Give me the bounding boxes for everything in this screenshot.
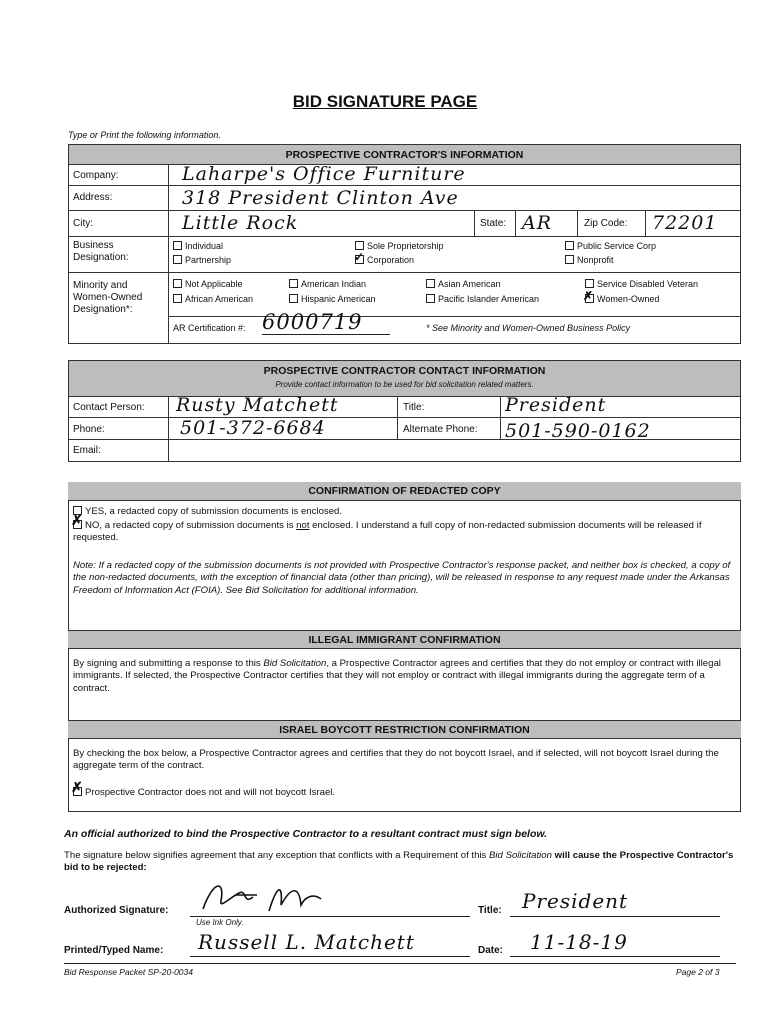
agreement-text: The signature below signifies agreement that any exception that conflicts with a Requirement of this Bid Solicitation will cause the Prospective Contractor's bid to be rejected:	[64, 850, 734, 874]
checkbox[interactable]	[355, 241, 364, 250]
policy-note: * See Minority and Women-Owned Business Policy	[426, 323, 631, 333]
ar-certification-field[interactable]: 6000719	[262, 310, 390, 335]
immigrant-text: By signing and submitting a response to this Bid Solicitation, a Prospective Contractor agrees and certifies that they do not employ or contract with illegal immigrants. If selected, the Prospective Contractor certifies that they will not employ or contract with illegal immigrants during the aggregate term of a contract.	[73, 658, 721, 694]
minority-hispanic-american[interactable]: Hispanic American	[289, 294, 376, 304]
contact-info-header: PROSPECTIVE CONTRACTOR CONTACT INFORMATION Provide contact information to be used for bid solicitation related matters.	[69, 361, 740, 397]
ar-certification-label: AR Certification #:	[173, 323, 246, 333]
contractor-info-header: PROSPECTIVE CONTRACTOR'S INFORMATION	[69, 145, 740, 165]
business-partnership[interactable]: Partnership	[173, 255, 231, 265]
company-field[interactable]: Laharpe's Office Furniture	[182, 163, 466, 185]
address-field[interactable]: 318 President Clinton Ave	[182, 187, 459, 209]
minority-not-applicable[interactable]: Not Applicable	[173, 279, 243, 289]
redacted-yes-option[interactable]: YES, a redacted copy of submission documents is enclosed.	[73, 506, 733, 518]
printed-name-label: Printed/Typed Name:	[64, 945, 164, 956]
checkbox[interactable]	[565, 241, 574, 250]
contact-person-label: Contact Person:	[73, 402, 145, 413]
zip-label: Zip Code:	[584, 218, 628, 229]
checkbox-checked[interactable]: ✓	[354, 250, 365, 264]
checkbox-checked[interactable]: ✗	[583, 289, 594, 303]
alternate-phone-label: Alternate Phone:	[403, 424, 478, 435]
minority-asian-american[interactable]: Asian American	[426, 279, 501, 289]
checkbox[interactable]	[426, 279, 435, 288]
contact-info-subheader: Provide contact information to be used for bid solicitation related matters.	[275, 380, 534, 389]
city-field[interactable]: Little Rock	[182, 212, 299, 234]
minority-designation-label: Minority and Women-Owned Designation*:	[73, 280, 143, 315]
address-label: Address:	[73, 192, 113, 203]
phone-field[interactable]: 501-372-6684	[180, 417, 326, 439]
title-label: Title:	[403, 402, 425, 413]
business-individual[interactable]: Individual	[173, 241, 223, 251]
business-designation-label: Business Designation:	[73, 240, 129, 263]
checkbox[interactable]	[289, 279, 298, 288]
israel-boycott-option[interactable]: ✗ Prospective Contractor does not and will not boycott Israel.	[71, 779, 336, 798]
date-label: Date:	[478, 945, 504, 956]
checkbox[interactable]	[173, 279, 182, 288]
date-field[interactable]: 11-18-19	[530, 930, 628, 954]
checkbox-checked[interactable]: ✗	[71, 779, 83, 795]
footer-page-number: Page 2 of 3	[676, 967, 720, 977]
checkbox[interactable]	[585, 279, 594, 288]
checkbox[interactable]	[289, 294, 298, 303]
alternate-phone-field[interactable]: 501-590-0162	[505, 420, 651, 442]
email-label: Email:	[73, 445, 101, 456]
contact-person-field[interactable]: Rusty Matchett	[176, 394, 339, 416]
signature-title-field[interactable]: President	[522, 889, 629, 913]
israel-text: By checking the box below, a Prospective Contractor agrees and certifies that they do not boycott Israel, and if selected, will not boycott Israel during the aggregate term of the contract.	[73, 748, 719, 772]
authorized-signature-label: Authorized Signature:	[64, 905, 169, 916]
official-note: An official authorized to bind the Prospective Contractor to a resultant contract must sign below.	[64, 828, 548, 840]
minority-service-disabled-veteran[interactable]: Service Disabled Veteran	[585, 279, 698, 289]
city-label: City:	[73, 218, 93, 229]
redacted-header: CONFIRMATION OF REDACTED COPY	[68, 482, 741, 501]
business-sole-proprietorship[interactable]: Sole Proprietorship	[355, 241, 444, 251]
signature-title-label: Title:	[478, 905, 502, 916]
immigrant-header: ILLEGAL IMMIGRANT CONFIRMATION	[68, 630, 741, 649]
state-label: State:	[480, 218, 507, 229]
instruction-text: Type or Print the following information.	[68, 130, 221, 140]
printed-name-field[interactable]: Russell L. Matchett	[198, 930, 415, 954]
minority-women-owned[interactable]: ✗ Women-Owned	[583, 289, 660, 304]
checkbox[interactable]	[173, 241, 182, 250]
redacted-no-option[interactable]: ✗ NO, a redacted copy of submission documents is not enclosed. I understand a full copy of non-redacted submission documents will be released if requested.	[71, 512, 702, 544]
company-label: Company:	[73, 170, 119, 181]
title-field[interactable]: President	[505, 394, 607, 416]
checkbox[interactable]	[565, 255, 574, 264]
minority-pacific-islander[interactable]: Pacific Islander American	[426, 294, 539, 304]
redacted-note: Note: If a redacted copy of the submission documents is not provided with Prospective Contractor's response packet, and neither box is checked, a copy of the non-redacted documents, with the exception of financial data (other than pricing), will be released in response to any request made under the Arkansas Freedom of Information Act (FOIA). See Bid Solicitation for additional information.	[73, 560, 731, 596]
ink-note: Use Ink Only.	[196, 918, 244, 927]
checkbox[interactable]	[173, 255, 182, 264]
business-corporation[interactable]: ✓ Corporation	[354, 250, 415, 265]
minority-american-indian[interactable]: American Indian	[289, 279, 366, 289]
zip-field[interactable]: 72201	[652, 212, 718, 234]
israel-header: ISRAEL BOYCOTT RESTRICTION CONFIRMATION	[68, 720, 741, 739]
checkbox-checked[interactable]: ✗	[71, 512, 83, 528]
business-nonprofit[interactable]: Nonprofit	[565, 255, 614, 265]
handwritten-signature[interactable]	[195, 875, 345, 917]
phone-label: Phone:	[73, 424, 105, 435]
business-public-service-corp[interactable]: Public Service Corp	[565, 241, 656, 251]
page-title: BID SIGNATURE PAGE	[292, 92, 478, 111]
footer-left: Bid Response Packet SP-20-0034	[64, 967, 193, 977]
state-field[interactable]: AR	[522, 212, 553, 234]
checkbox[interactable]	[173, 294, 182, 303]
minority-african-american[interactable]: African American	[173, 294, 253, 304]
checkbox[interactable]	[426, 294, 435, 303]
